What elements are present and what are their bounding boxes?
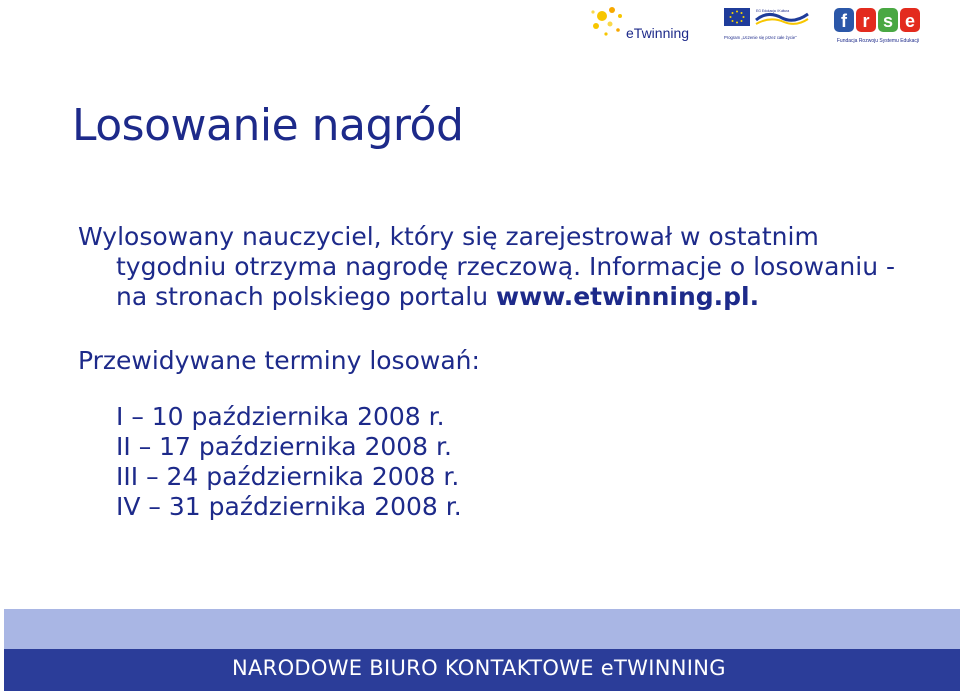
draw-date-item: IV – 31 października 2008 r. bbox=[116, 492, 462, 521]
svg-text:s: s bbox=[882, 11, 894, 31]
dates-heading: Przewidywane terminy losowań: bbox=[78, 346, 480, 375]
svg-text:e: e bbox=[904, 11, 916, 31]
svg-text:Fundacja Rozwoju Systemu Eduka: Fundacja Rozwoju Systemu Edukacji bbox=[836, 38, 920, 44]
info-text: Wylosowany nauczyciel, który się zarejestrował w ostatnim tygodniu otrzyma nagrodę rzeczową. Informacje o losowaniu - na stronach polskiego portalu bbox=[78, 222, 896, 311]
draw-date-item: II – 17 października 2008 r. bbox=[116, 432, 452, 461]
footer-band-light bbox=[4, 609, 960, 649]
frse-logo bbox=[832, 6, 924, 46]
info-paragraph bbox=[78, 222, 928, 312]
etwinning-logo bbox=[590, 4, 702, 44]
star-swirl-icon bbox=[591, 7, 622, 36]
draw-date-item: III – 24 października 2008 r. bbox=[116, 462, 460, 491]
svg-text:Program „Uczenie się przez cał: Program „Uczenie się przez całe życie” bbox=[724, 35, 797, 40]
draw-date-item: I – 10 października 2008 r. bbox=[116, 402, 445, 431]
slide-title: Losowanie nagród bbox=[72, 100, 464, 151]
svg-text:EG Edukacja i Kultura: EG Edukacja i Kultura bbox=[756, 9, 790, 13]
eu-lifelong-learning-logo bbox=[724, 8, 812, 44]
slide-body bbox=[78, 222, 928, 522]
svg-text:f: f bbox=[841, 11, 847, 31]
footer-text: NARODOWE BIURO KONTAKTOWE eTWINNING bbox=[232, 656, 726, 680]
draw-dates-list bbox=[78, 402, 928, 522]
portal-link[interactable]: www.etwinning.pl. bbox=[496, 282, 760, 311]
svg-text:r: r bbox=[862, 11, 870, 31]
svg-text:eTwinning: eTwinning bbox=[626, 25, 690, 41]
